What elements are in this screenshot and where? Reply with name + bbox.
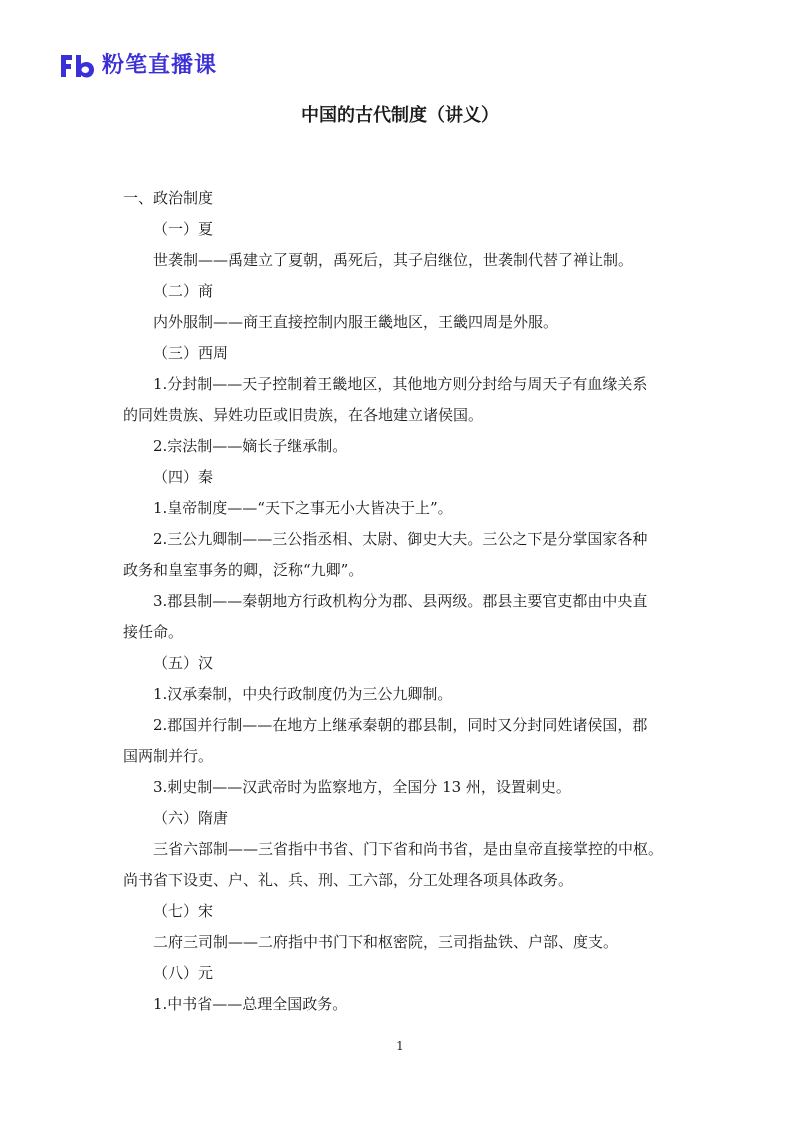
page-number: 1 <box>396 1039 404 1053</box>
paragraph-line: 2.郡国并行制——在地方上继承秦朝的郡县制，同时又分封同姓诸侯国，郡 <box>153 716 648 734</box>
subsection-heading: （七）宋 <box>153 902 214 920</box>
subsection-heading: （三）西周 <box>153 344 229 362</box>
paragraph-line: 世袭制——禹建立了夏朝，禹死后，其子启继位，世袭制代替了禅让制。 <box>153 251 634 269</box>
paragraph-line: 内外服制——商王直接控制内服王畿地区，王畿四周是外服。 <box>153 313 559 331</box>
paragraph-line: 1.中书省——总理全国政务。 <box>153 995 348 1013</box>
subsection-heading: （四）秦 <box>153 468 214 486</box>
paragraph-line: 1.汉承秦制，中央行政制度仍为三公九卿制。 <box>153 685 453 703</box>
paragraph-line: 1.皇帝制度——“天下之事无小大皆决于上”。 <box>153 499 453 517</box>
paragraph-line: 3.郡县制——秦朝地方行政机构分为郡、县两级。郡县主要官吏都由中央直 <box>153 592 648 610</box>
fb-logo-icon <box>58 51 96 81</box>
paragraph-line: 二府三司制——二府指中书门下和枢密院，三司指盐铁、户部、度支。 <box>153 933 619 951</box>
section-heading: 一、政治制度 <box>123 189 214 207</box>
paragraph-line: 3.刺史制——汉武帝时为监察地方，全国分 13 州，设置刺史。 <box>153 778 571 796</box>
logo-text: 粉笔直播课 <box>102 53 218 78</box>
paragraph-line: 政务和皇室事务的卿，泛称“九卿”。 <box>123 561 364 579</box>
subsection-heading: （二）商 <box>153 282 214 300</box>
paragraph-line: 尚书省下设吏、户、礼、兵、刑、工六部，分工处理各项具体政务。 <box>123 871 574 889</box>
brand-logo <box>58 50 217 82</box>
paragraph-line: 2.三公九卿制——三公指丞相、太尉、御史大夫。三公之下是分掌国家各种 <box>153 530 648 548</box>
subsection-heading: （五）汉 <box>153 654 214 672</box>
subsection-heading: （一）夏 <box>153 220 214 238</box>
paragraph-line: 三省六部制——三省指中书省、门下省和尚书省，是由皇帝直接掌控的中枢。 <box>153 840 664 858</box>
subsection-heading: （八）元 <box>153 964 214 982</box>
document-body <box>123 183 685 1020</box>
paragraph-line: 国两制并行。 <box>123 747 214 765</box>
paragraph-line: 2.宗法制——嫡长子继承制。 <box>153 437 348 455</box>
paragraph-line: 接任命。 <box>123 623 184 641</box>
paragraph-line: 的同姓贵族、异姓功臣或旧贵族，在各地建立诸侯国。 <box>123 406 484 424</box>
paragraph-line: 1.分封制——天子控制着王畿地区，其他地方则分封给与周天子有血缘关系 <box>153 375 648 393</box>
subsection-heading: （六）隋唐 <box>153 809 229 827</box>
document-title: 中国的古代制度（讲义） <box>301 105 499 126</box>
